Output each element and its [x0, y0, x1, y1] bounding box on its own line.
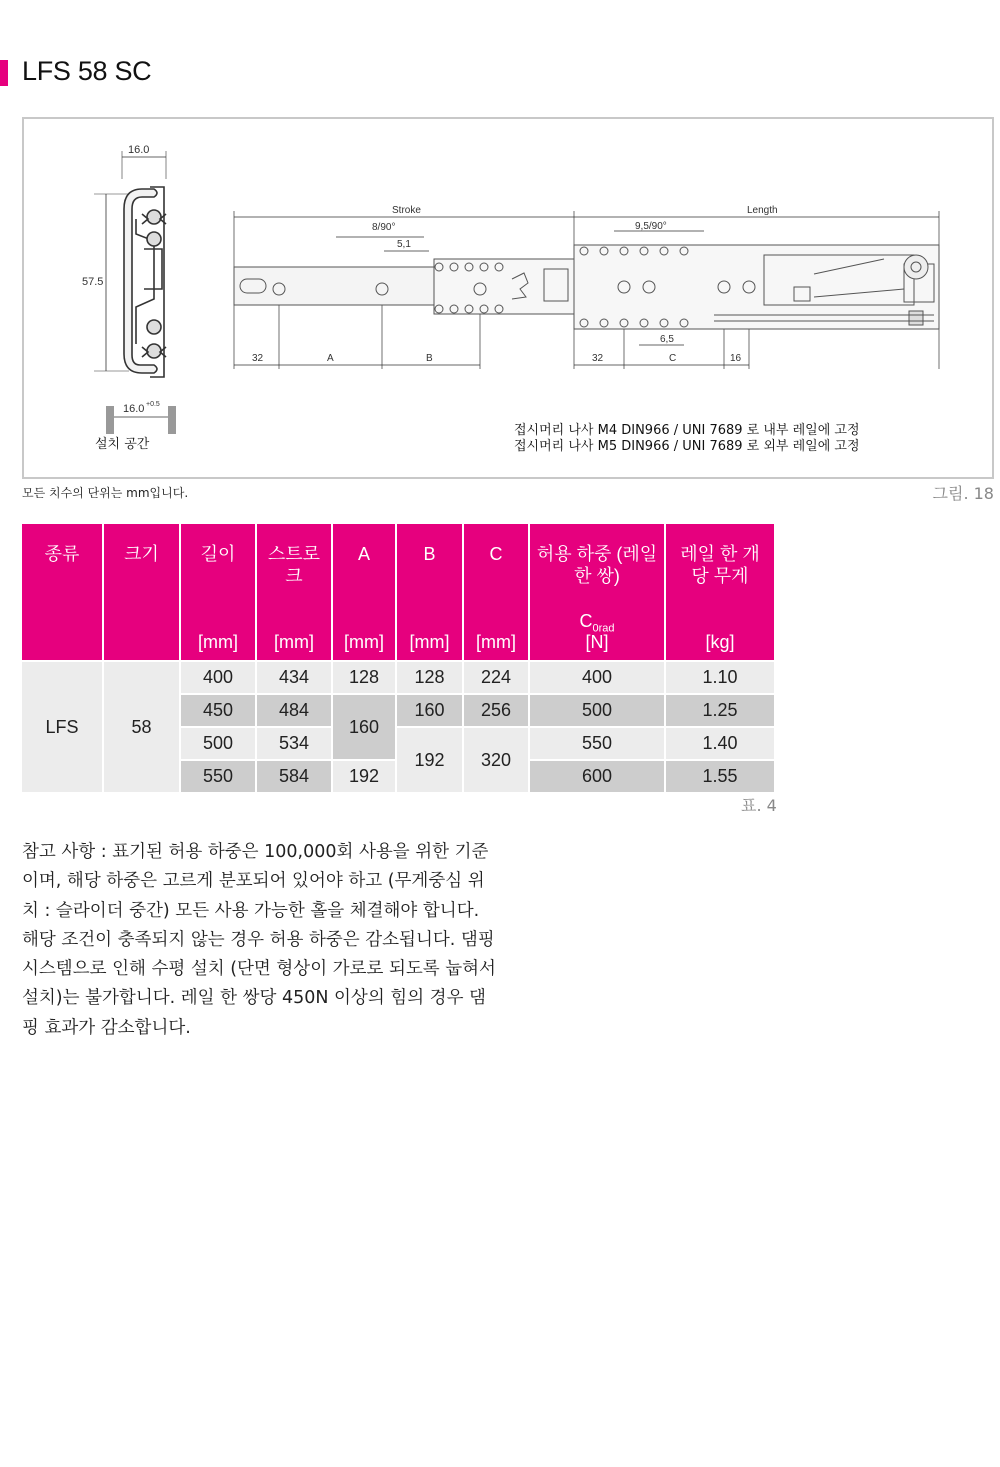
- cell-b: 128: [397, 662, 462, 693]
- dim-32a: 32: [252, 353, 264, 364]
- cell-stroke: 584: [257, 761, 331, 792]
- header-load: 허용 하중 (레일 한 쌍) $C_{0rad}$ [N]: [530, 524, 664, 660]
- side-view-rail: [234, 245, 939, 329]
- table-row: [22, 662, 774, 693]
- screw-note-outer: 접시머리 나사 M5 DIN966 / UNI 7689 로 외부 레일에 고정: [514, 439, 860, 454]
- cell-weight: 1.40: [666, 728, 774, 759]
- cell-length: 450: [181, 695, 255, 726]
- header-stroke: 스트로크 [mm]: [257, 524, 331, 660]
- cell-stroke: 534: [257, 728, 331, 759]
- cell-stroke: 434: [257, 662, 331, 693]
- dim-width-top: 16.0: [128, 144, 150, 156]
- cell-b: 192: [397, 728, 462, 792]
- figure-caption: 그림. 18: [932, 484, 994, 503]
- cell-b: 160: [397, 695, 462, 726]
- cell-weight: 1.25: [666, 695, 774, 726]
- unit-load: [N]: [585, 632, 609, 653]
- dim-install-tol: +0.5: [146, 401, 160, 408]
- unit-stroke: [mm]: [274, 632, 314, 653]
- unit-length: [mm]: [198, 632, 238, 653]
- cell-load: 600: [530, 761, 664, 792]
- dim-stroke: Stroke: [392, 205, 421, 216]
- spec-table: [20, 522, 776, 794]
- unit-c: [mm]: [476, 632, 516, 653]
- dim-angle1-sub: 5,1: [397, 239, 411, 250]
- dim-angle2-sub: 6,5: [660, 334, 674, 345]
- page-title: LFS 58 SC: [22, 56, 152, 86]
- cell-type: LFS: [22, 662, 102, 792]
- dim-height: 57.5: [82, 276, 104, 288]
- reference-note: 참고 사항 : 표기된 허용 하중은 100,000회 사용을 위한 기준이며, 해당 하중은 고르게 분포되어 있어야 하고 (무게중심 위치 : 슬라이더 중간) 모든 사용 가능한 홀을 체결해야 합니다. 해당 조건이 충족되지 않는 경우 허용 하중은 감소됩니다. 댐핑 시스템으로 인해 수평 설치 (단면 형상이 가로로 되도록 눕혀서 설치)는 불가합니다. 레일 한 쌍당 450N 이상의 힘의 경우 댐핑 효과가 감소합니다.: [22, 842, 496, 1038]
- cell-c: 256: [464, 695, 528, 726]
- cell-a: 128: [333, 662, 395, 693]
- cell-load: 550: [530, 728, 664, 759]
- cell-length: 550: [181, 761, 255, 792]
- cell-c: 224: [464, 662, 528, 693]
- unit-a: [mm]: [344, 632, 384, 653]
- dim-a: A: [327, 353, 334, 364]
- header-length: 길이 [mm]: [181, 524, 255, 660]
- load-symbol: $C_{0rad}$: [579, 611, 615, 635]
- cell-c: 320: [464, 728, 528, 792]
- cell-load: 400: [530, 662, 664, 693]
- cell-length: 500: [181, 728, 255, 759]
- header-a: A [mm]: [333, 524, 395, 660]
- cell-a: 192: [333, 761, 395, 792]
- dim-angle2: 9,5/90°: [635, 221, 667, 232]
- cell-a: 160: [333, 695, 395, 759]
- units-note: 모든 치수의 단위는 mm입니다.: [22, 486, 189, 500]
- table-header-row: [22, 524, 774, 660]
- dim-c: C: [669, 353, 677, 364]
- title-accent-bar: [0, 60, 8, 86]
- dim-angle1: 8/90°: [372, 222, 396, 233]
- cross-section: [94, 151, 166, 377]
- header-b: B [mm]: [397, 524, 462, 660]
- header-weight: 레일 한 개당 무게 [kg]: [666, 524, 774, 660]
- dim-length: Length: [747, 205, 778, 216]
- dim-b: B: [426, 353, 433, 364]
- header-type: 종류: [22, 524, 102, 660]
- dim-install-width: 16.0: [123, 403, 145, 415]
- cell-stroke: 484: [257, 695, 331, 726]
- dim-32b: 32: [592, 353, 604, 364]
- unit-b: [mm]: [409, 632, 450, 653]
- cell-weight: 1.10: [666, 662, 774, 693]
- table-caption: 표. 4: [741, 796, 777, 815]
- cell-size: 58: [104, 662, 179, 792]
- unit-weight: [kg]: [705, 632, 735, 653]
- cell-weight: 1.55: [666, 761, 774, 792]
- header-c: C [mm]: [464, 524, 528, 660]
- cell-load: 500: [530, 695, 664, 726]
- dim-16: 16: [730, 353, 742, 364]
- cell-length: 400: [181, 662, 255, 693]
- install-space-label: 설치 공간: [95, 437, 150, 452]
- header-size: 크기: [104, 524, 179, 660]
- screw-note-inner: 접시머리 나사 M4 DIN966 / UNI 7689 로 내부 레일에 고정: [514, 423, 860, 438]
